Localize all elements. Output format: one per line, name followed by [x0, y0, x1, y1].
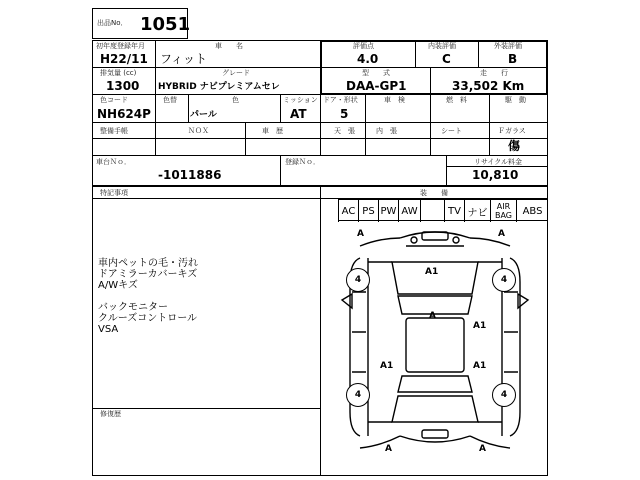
equipment-row: [338, 199, 548, 221]
interior-grade-label: 内装評価: [428, 42, 456, 50]
grade: HYBRID ナビプレミアムセレ: [158, 82, 280, 92]
note-line: ドアミラーカバーキズ: [98, 269, 198, 280]
maintenance-book-label: 整備手帳: [100, 127, 128, 135]
interior-grade: C: [442, 52, 451, 66]
exterior-grade-label: 外装評価: [494, 42, 522, 50]
equipment-aw: AW: [398, 200, 420, 222]
grade-label: グレード: [222, 69, 250, 77]
notes-label: 特記事項: [100, 189, 128, 197]
equipment-abs: ABS: [516, 200, 548, 222]
note-line: VSA: [98, 324, 119, 335]
registration-label: 登録Ｎｏ．: [285, 158, 320, 166]
mark-right-door: A1: [473, 321, 487, 331]
lot-number-label: 出品No．: [97, 19, 128, 27]
interior-lining-label: 内 張: [376, 127, 397, 135]
mark-roof: A: [429, 311, 436, 321]
mileage-label: 走 行: [480, 69, 508, 77]
equipment-tv: TV: [444, 200, 464, 222]
mark-front-right: A: [498, 229, 505, 239]
tire-rear-right: 4: [492, 383, 516, 407]
equipment-ps: PS: [358, 200, 378, 222]
note-line: バックモニター: [98, 302, 168, 313]
equipment-airbag: AIR BAG: [490, 200, 516, 222]
doors-label: ドア・形状: [323, 96, 358, 104]
mark-back-left: A: [385, 444, 392, 454]
color-label: 色: [232, 96, 239, 104]
color-change-label: 色替: [163, 96, 177, 104]
mileage: 33,502 Km: [452, 79, 525, 93]
evaluation-score: 4.0: [357, 52, 379, 66]
recycle-fee-label: リサイクル料金: [474, 158, 523, 166]
model-code: DAA-GP1: [346, 79, 407, 93]
doors: 5: [340, 107, 349, 121]
year-label: 初年度登録年月: [96, 42, 145, 50]
equipment-ac: AC: [338, 200, 358, 222]
score-label: 評価点: [353, 42, 374, 50]
color-code: NH624P: [97, 107, 151, 121]
seat-label: シート: [441, 127, 462, 135]
car-damage-diagram: [330, 222, 540, 476]
color: パール: [190, 110, 217, 120]
lot-number-value: 1051: [140, 14, 191, 35]
mark-front-left: A: [357, 229, 364, 239]
note-line: クルーズコントロール: [98, 313, 197, 324]
fuel-label: 燃 料: [446, 96, 467, 104]
mark-back-right: A: [479, 444, 486, 454]
note-line: 車内ペットの毛・汚れ: [98, 258, 198, 269]
recycle-fee: 10,810: [472, 168, 519, 182]
mark-hood: A1: [425, 267, 439, 277]
inspection-label: 車 検: [384, 96, 405, 104]
tire-front-right: 4: [492, 268, 516, 292]
car-name-label: 車 名: [215, 42, 243, 50]
repair-history-label: 修復歴: [100, 410, 121, 418]
tire-front-left: 4: [346, 268, 370, 292]
chassis-number: -1011886: [158, 168, 222, 182]
sunroof-label: 天 張: [334, 127, 355, 135]
first-registration-year: H22/11: [100, 52, 148, 66]
mark-right-rear-door: A1: [473, 361, 487, 371]
displacement: 1300: [106, 79, 140, 93]
equipment-pw: PW: [378, 200, 398, 222]
note-line: A/Wキズ: [98, 280, 138, 291]
equipment-blank: [420, 200, 444, 222]
exterior-grade: B: [508, 52, 518, 66]
front-glass-label: Ｆガラス: [498, 127, 526, 135]
equipment-navi: ナビ: [464, 200, 490, 222]
mark-left-door: A1: [380, 361, 394, 371]
nox-label: ＮＯＸ: [188, 127, 209, 135]
car-name: フィット: [160, 52, 208, 66]
lot-number-box: [92, 8, 191, 39]
transmission: AT: [290, 107, 307, 121]
chassis-label: 車台Ｎｏ．: [96, 158, 131, 166]
history-label: 車 歴: [262, 127, 283, 135]
displacement-label: 排気量 (cc): [100, 69, 137, 77]
drive-label: 駆 動: [505, 96, 526, 104]
tire-rear-left: 4: [346, 383, 370, 407]
color-code-label: 色コード: [100, 96, 128, 104]
mission-label: ミッション: [283, 96, 318, 104]
front-glass-value: 傷: [508, 139, 521, 153]
equipment-label: 装 備: [420, 189, 448, 197]
model-code-label: 型 式: [362, 69, 390, 77]
